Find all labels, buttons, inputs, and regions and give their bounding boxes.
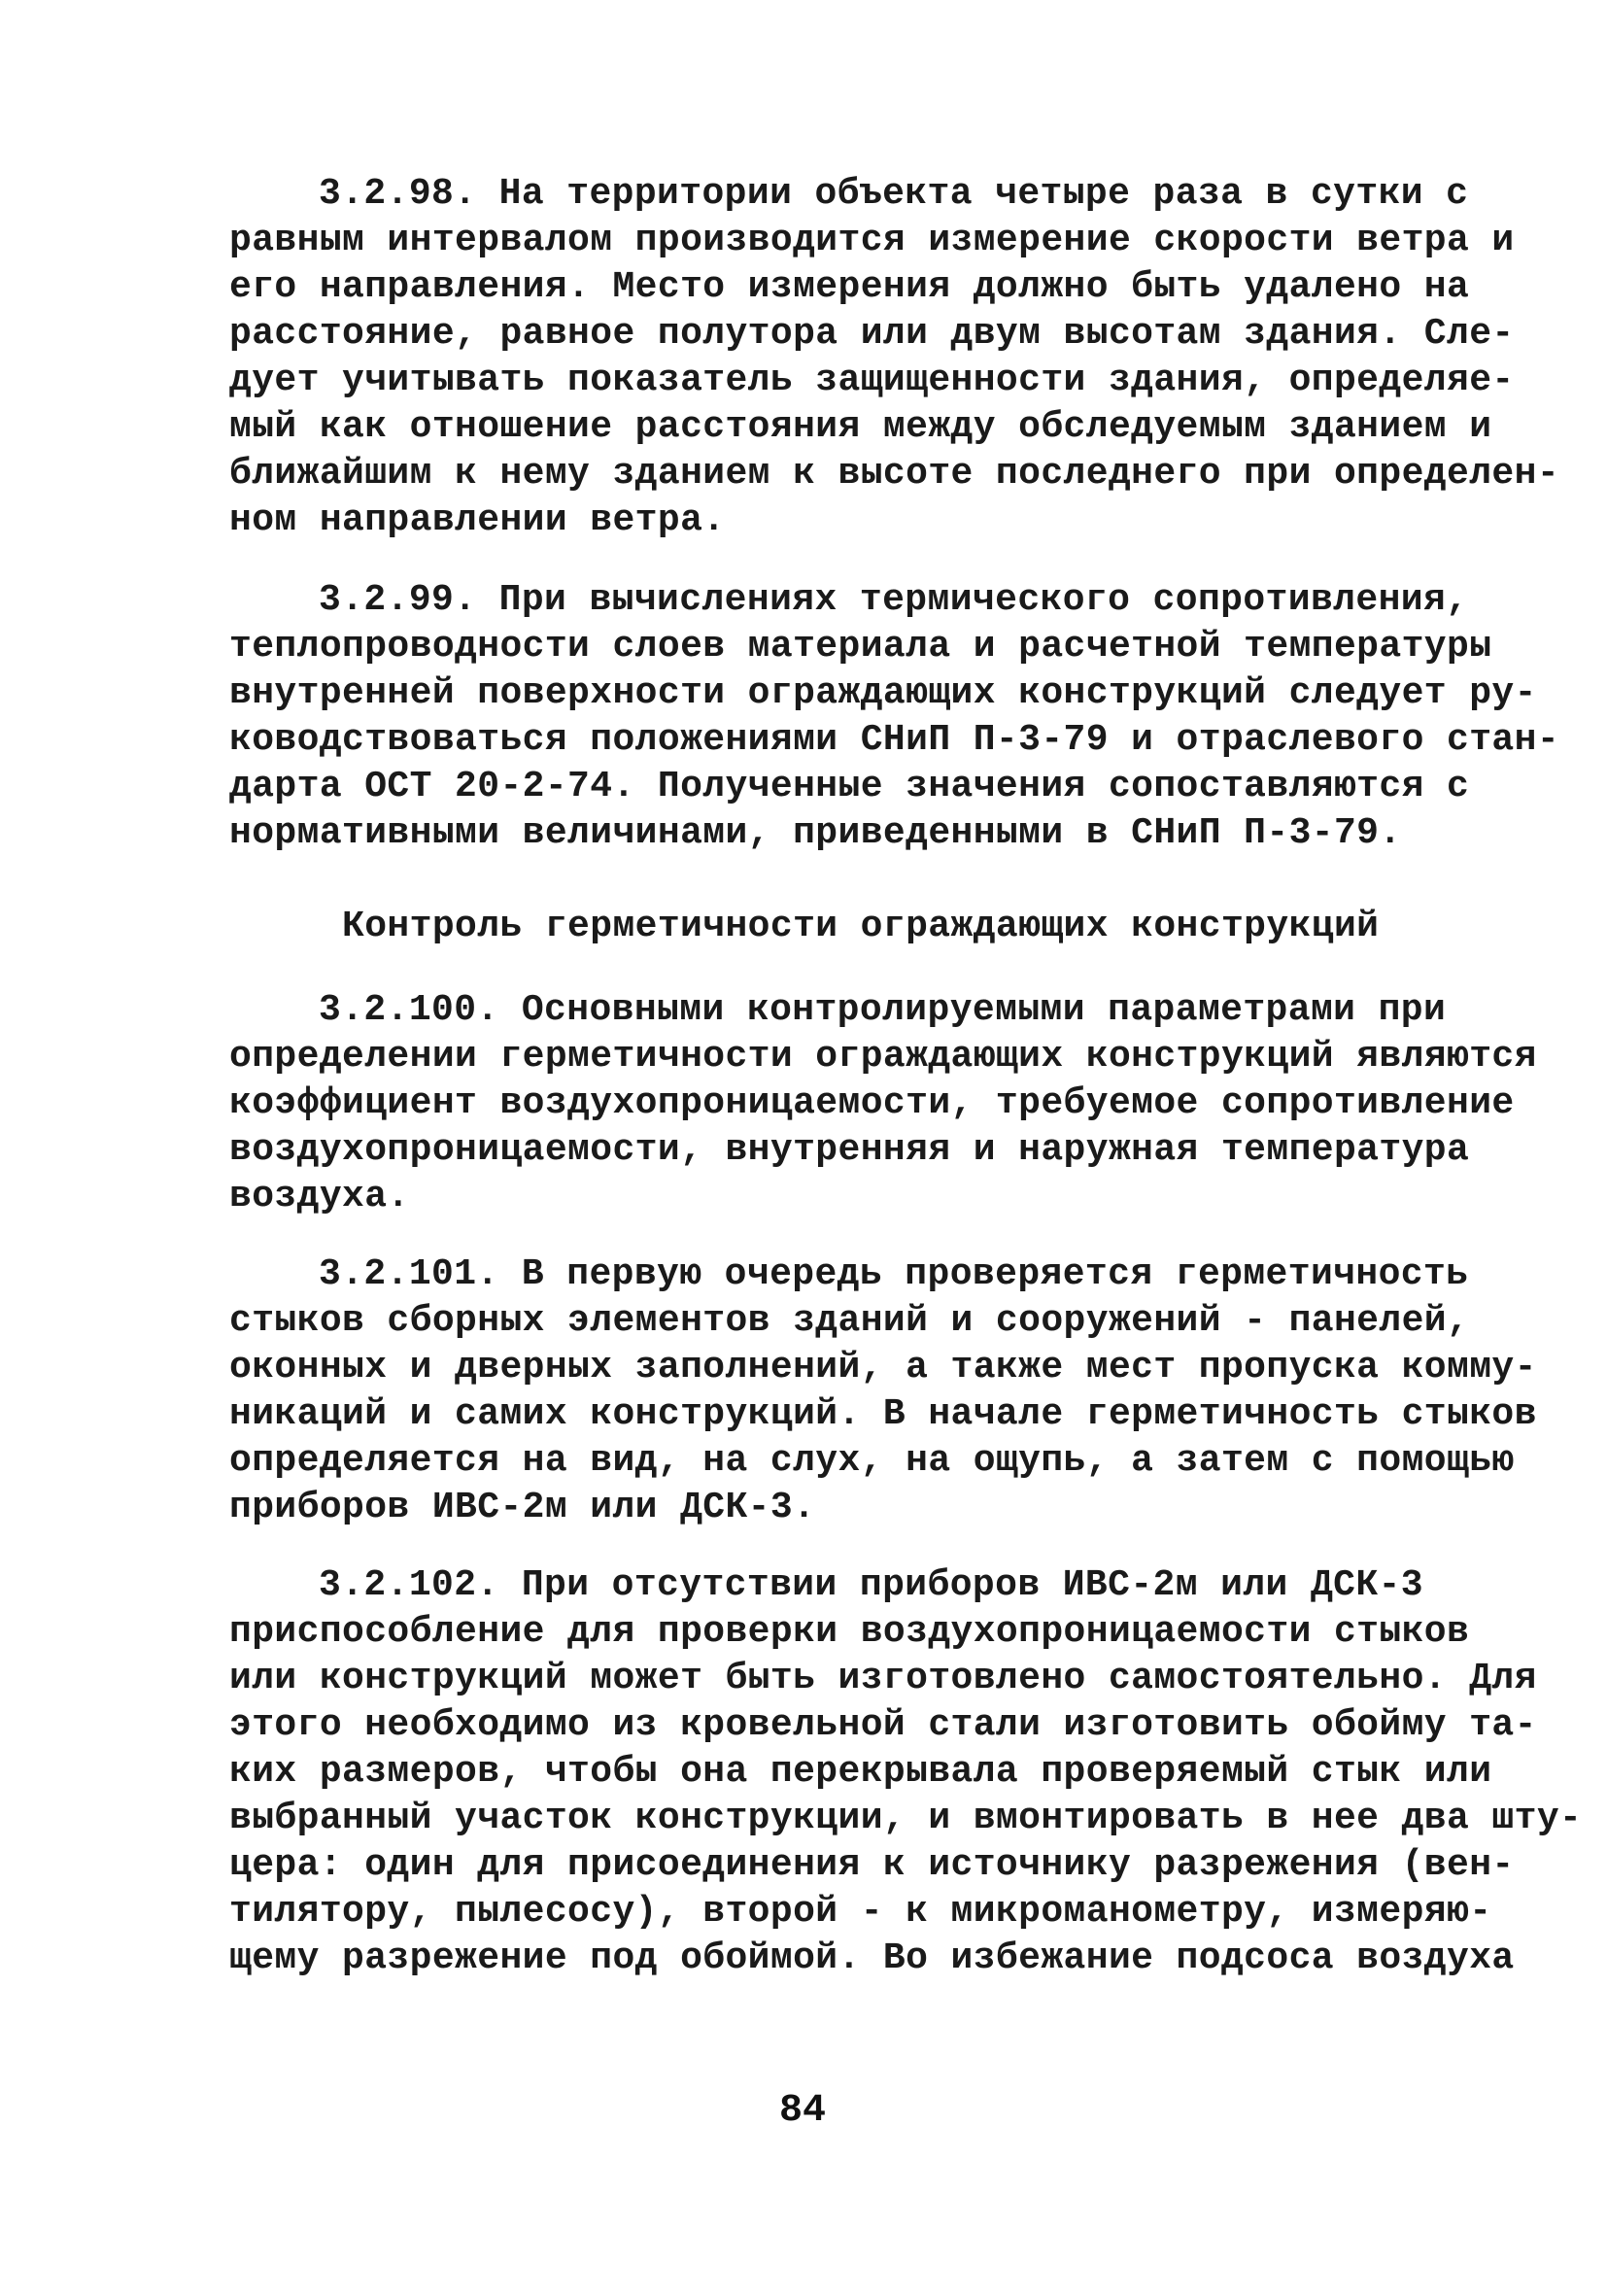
text-line: приборов ИВС-2м или ДСК-3. bbox=[229, 1487, 816, 1528]
text-line: внутренней поверхности ограждающих конструкций следует ру- bbox=[229, 672, 1537, 714]
text-line: 3.2.99. При вычислениях термического сопротивления, bbox=[319, 579, 1469, 621]
text-line: воздуха. bbox=[229, 1176, 410, 1217]
text-line: коэффициент воздухопроницаемости, требуемое сопротивление bbox=[229, 1082, 1515, 1124]
text-line: его направления. Место измерения должно быть удалено на bbox=[229, 266, 1470, 308]
text-line: равным интервалом производится измерение скорости ветра и bbox=[229, 220, 1515, 261]
text-line: или конструкций может быть изготовлено самостоятельно. Для bbox=[229, 1658, 1537, 1699]
text-line: дарта ОСТ 20-2-74. Полученные значения сопоставляются с bbox=[229, 766, 1470, 807]
text-line: нормативными величинами, приведенными в СНиП П-3-79. bbox=[229, 812, 1402, 854]
text-line: никаций и самих конструкций. В начале герметичность стыков bbox=[229, 1393, 1537, 1435]
text-line: тилятору, пылесосу), второй - к микроманометру, измеряю- bbox=[229, 1891, 1492, 1933]
text-line: дует учитывать показатель защищенности здания, определяе- bbox=[229, 360, 1515, 401]
text-line: теплопроводности слоев материала и расчетной температуры bbox=[229, 626, 1492, 668]
text-line: расстояние, равное полутора или двум высотам здания. Сле- bbox=[229, 313, 1515, 355]
text-line: 3.2.102. При отсутствии приборов ИВС-2м или ДСК-3 bbox=[319, 1564, 1423, 1606]
text-line: выбранный участок конструкции, и вмонтировать в нее два шту- bbox=[229, 1798, 1583, 1839]
text-line: оконных и дверных заполнений, а также мест пропуска комму- bbox=[229, 1347, 1537, 1388]
text-line: приспособление для проверки воздухопроницаемости стыков bbox=[229, 1611, 1470, 1653]
text-line: цера: один для присоединения к источнику разрежения (вен- bbox=[229, 1844, 1515, 1886]
text-line: стыков сборных элементов зданий и сооружений - панелей, bbox=[229, 1300, 1470, 1342]
text-line: ном направлении ветра. bbox=[229, 499, 726, 541]
text-line: этого необходимо из кровельной стали изготовить обойму та- bbox=[229, 1704, 1537, 1746]
text-line: определении герметичности ограждающих конструкций являются bbox=[229, 1036, 1537, 1078]
text-line: определяется на вид, на слух, на ощупь, а затем с помощью bbox=[229, 1440, 1515, 1482]
section-heading: Контроль герметичности ограждающих конструкций bbox=[342, 906, 1380, 947]
page-number: 84 bbox=[779, 2089, 827, 2133]
text-line: ближайшим к нему зданием к высоте последнего при определен- bbox=[229, 453, 1560, 495]
text-line: 3.2.98. На территории объекта четыре раза в сутки с bbox=[319, 173, 1469, 215]
text-line: ководствоваться положениями СНиП П-3-79 и отраслевого стан- bbox=[229, 719, 1560, 761]
text-line: ких размеров, чтобы она перекрывала проверяемый стык или bbox=[229, 1751, 1492, 1793]
text-line: 3.2.100. Основными контролируемыми параметрами при bbox=[319, 989, 1447, 1031]
text-line: воздухопроницаемости, внутренняя и наружная температура bbox=[229, 1129, 1470, 1171]
text-line: мый как отношение расстояния между обследуемым зданием и bbox=[229, 406, 1492, 448]
text-line: щему разрежение под обоймой. Во избежание подсоса воздуха bbox=[229, 1937, 1515, 1979]
text-line: 3.2.101. В первую очередь проверяется герметичность bbox=[319, 1253, 1469, 1295]
